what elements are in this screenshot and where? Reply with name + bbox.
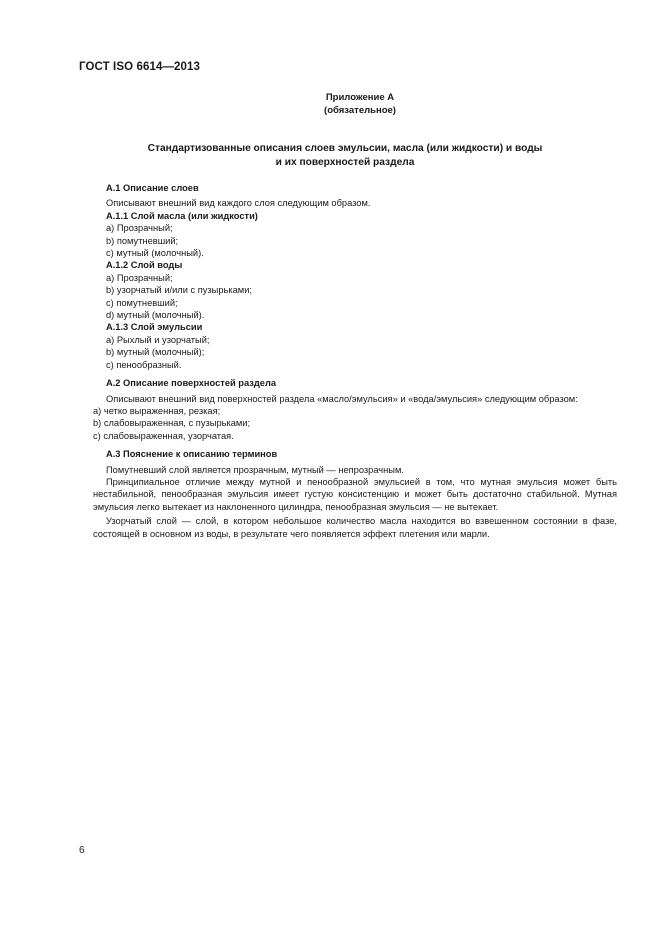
annex-label: [300, 91, 420, 117]
list-item: а) Рыхлый и узорчатый;: [106, 334, 210, 345]
list-item: а) четко выраженная, резкая;: [93, 405, 221, 416]
list-item: b) узорчатый и/или с пузырьками;: [106, 285, 252, 296]
annex-title: Приложение А: [325, 92, 395, 103]
section-a1-heading: А.1 Описание слоев: [106, 183, 199, 193]
document-body: [93, 182, 617, 540]
section-a3-paragraph-3: Узорчатый слой — слой, в котором небольшое количество масла находится во взвешенном состоянии в фазе, состоящей в основном из воды, в результате чего появляется эффект плетения или марли.: [93, 516, 617, 539]
list-item: а) Прозрачный;: [106, 272, 173, 283]
section-a3-paragraph-1: Помутневший слой является прозрачным, мутный — непрозрачным.: [106, 464, 404, 475]
subsection-a1-2-heading: А.1.2 Слой воды: [106, 260, 183, 271]
section-a2-intro: Описывают внешний вид поверхностей раздела «масло/эмульсия» и «вода/эмульсия» следующим образом:: [106, 393, 578, 404]
section-a2-heading: А.2 Описание поверхностей раздела: [106, 378, 277, 389]
list-item: с) мутный (молочный).: [106, 248, 204, 259]
section-a3-paragraph-2: Принципиальное отличие между мутной и пенообразной эмульсией в том, что мутная эмульсия может быть нестабильной, пенообразная эмульсия имеет густую консистенцию и может быть достаточно стабильной. Мутная эмульсия легко вытекает из наклоненного цилиндра, пенообразная эмульсия — не вытекает.: [93, 476, 617, 512]
annex-heading-line1: Стандартизованные описания слоев эмульсии, масла (или жидкости) и воды: [147, 143, 543, 154]
list-item: b) мутный (молочный);: [106, 347, 205, 358]
annex-status: (обязательное): [324, 105, 396, 116]
document-id-header: ГОСТ ISO 6614—2013: [79, 61, 201, 73]
list-item: b) помутневший;: [106, 235, 179, 246]
subsection-a1-1-heading: А.1.1 Слой масла (или жидкости): [106, 210, 258, 221]
subsection-a1-3-heading: А.1.3 Слой эмульсии: [106, 322, 203, 333]
annex-heading: [100, 142, 590, 169]
list-item: с) слабовыраженная, узорчатая.: [93, 430, 234, 441]
list-item: с) помутневший;: [106, 297, 178, 308]
list-item: d) мутный (молочный).: [106, 310, 205, 321]
section-a1-intro: Описывают внешний вид каждого слоя следующим образом.: [106, 198, 371, 209]
list-item: с) пенообразный.: [106, 359, 182, 370]
list-item: а) Прозрачный;: [106, 223, 173, 234]
annex-heading-line2: и их поверхностей раздела: [275, 156, 415, 168]
page-number: 6: [79, 845, 85, 856]
section-a3-heading: А.3 Пояснение к описанию терминов: [106, 449, 278, 460]
list-item: b) слабовыраженная, с пузырьками;: [93, 418, 251, 429]
